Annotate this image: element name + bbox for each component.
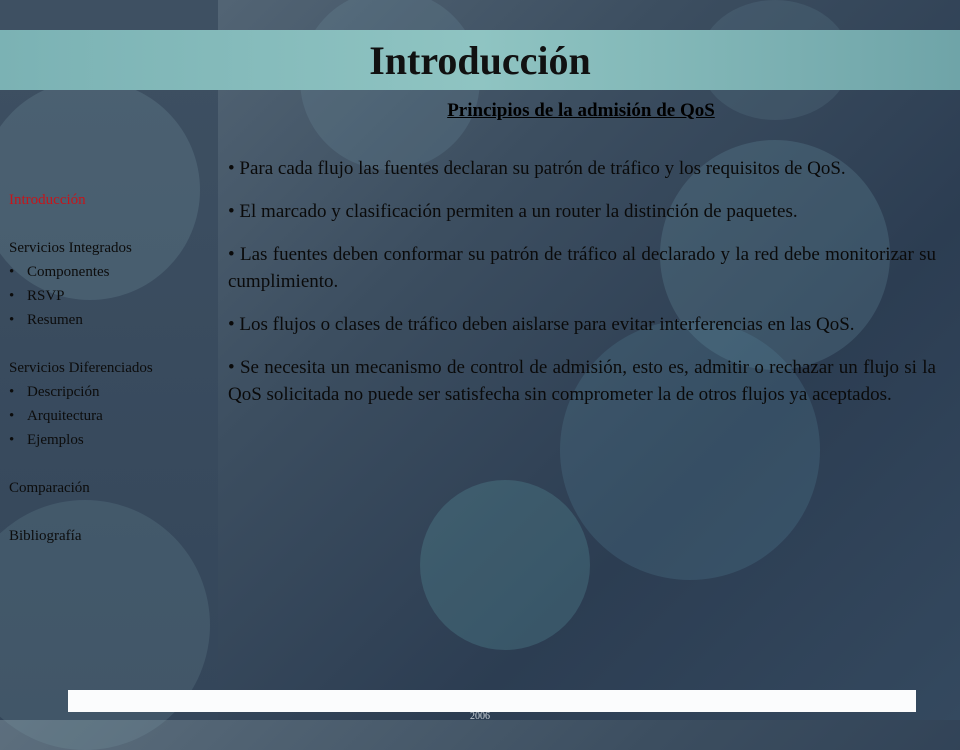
nav-item-label: Descripción — [27, 384, 100, 400]
bullet-text: Los flujos o clases de tráfico deben aislarse para evitar interferencias en las QoS. — [239, 314, 855, 335]
nav-item-bibliografia[interactable]: Bibliografía — [9, 528, 82, 544]
bullet-text: El marcado y clasificación permiten a un router la distinción de paquetes. — [239, 201, 798, 222]
nav-item-label: Componentes — [27, 264, 110, 280]
nav-item-ejemplos[interactable] — [9, 428, 214, 452]
nav-item-servicios-integrados[interactable]: Servicios Integrados — [9, 240, 132, 256]
nav-item-label: Ejemplos — [27, 432, 84, 448]
bullet-text: Las fuentes deben conformar su patrón de tráfico al declarado y la red debe monitorizar su cumplimiento. — [228, 244, 937, 292]
bullet-text: Se necesita un mecanismo de control de admisión, esto es, admitir o rechazar un flujo si la QoS solicitada no puede ser satisfecha sin comprometer la de otros flujos ya aceptados. — [228, 357, 936, 405]
nav-item-comparacion[interactable]: Comparación — [9, 480, 90, 496]
background-circle — [420, 480, 590, 650]
bullet-list — [228, 155, 936, 424]
nav-item-resumen[interactable] — [9, 308, 214, 332]
nav-item-descripcion[interactable] — [9, 380, 214, 404]
bullet-text: Para cada flujo las fuentes declaran su patrón de tráfico y los requisitos de QoS. — [239, 158, 846, 179]
slide-title: Introducción — [369, 38, 591, 83]
footer-text: 2006 — [470, 711, 490, 722]
nav-item-arquitectura[interactable] — [9, 404, 214, 428]
nav-item-componentes[interactable] — [9, 260, 214, 284]
nav-item-rsvp[interactable] — [9, 284, 214, 308]
bullet-item: • Para cada flujo las fuentes declaran su patrón de tráfico y los requisitos de QoS. — [228, 158, 846, 179]
section-nav — [9, 188, 214, 548]
footer-bar — [68, 690, 916, 712]
nav-item-introduccion[interactable]: Introducción — [9, 192, 86, 208]
nav-item-label: Resumen — [27, 312, 83, 328]
nav-item-servicios-diferenciados[interactable]: Servicios Diferenciados — [9, 360, 153, 376]
content-title: Principios de la admisión de QoS — [447, 100, 715, 121]
bullet-item: • Los flujos o clases de tráfico deben aislarse para evitar interferencias en las QoS. — [228, 314, 855, 335]
nav-item-label: RSVP — [27, 288, 65, 304]
bullet-item: • Las fuentes deben conformar su patrón de tráfico al declarado y la red debe monitorizar su cumplimiento. — [228, 244, 937, 292]
nav-item-label: Arquitectura — [27, 408, 103, 424]
bullet-item: • Se necesita un mecanismo de control de admisión, esto es, admitir o rechazar un flujo si la QoS solicitada no puede ser satisfecha sin comprometer la de otros flujos ya aceptados. — [228, 357, 936, 405]
bullet-item: • El marcado y clasificación permiten a un router la distinción de paquetes. — [228, 201, 798, 222]
